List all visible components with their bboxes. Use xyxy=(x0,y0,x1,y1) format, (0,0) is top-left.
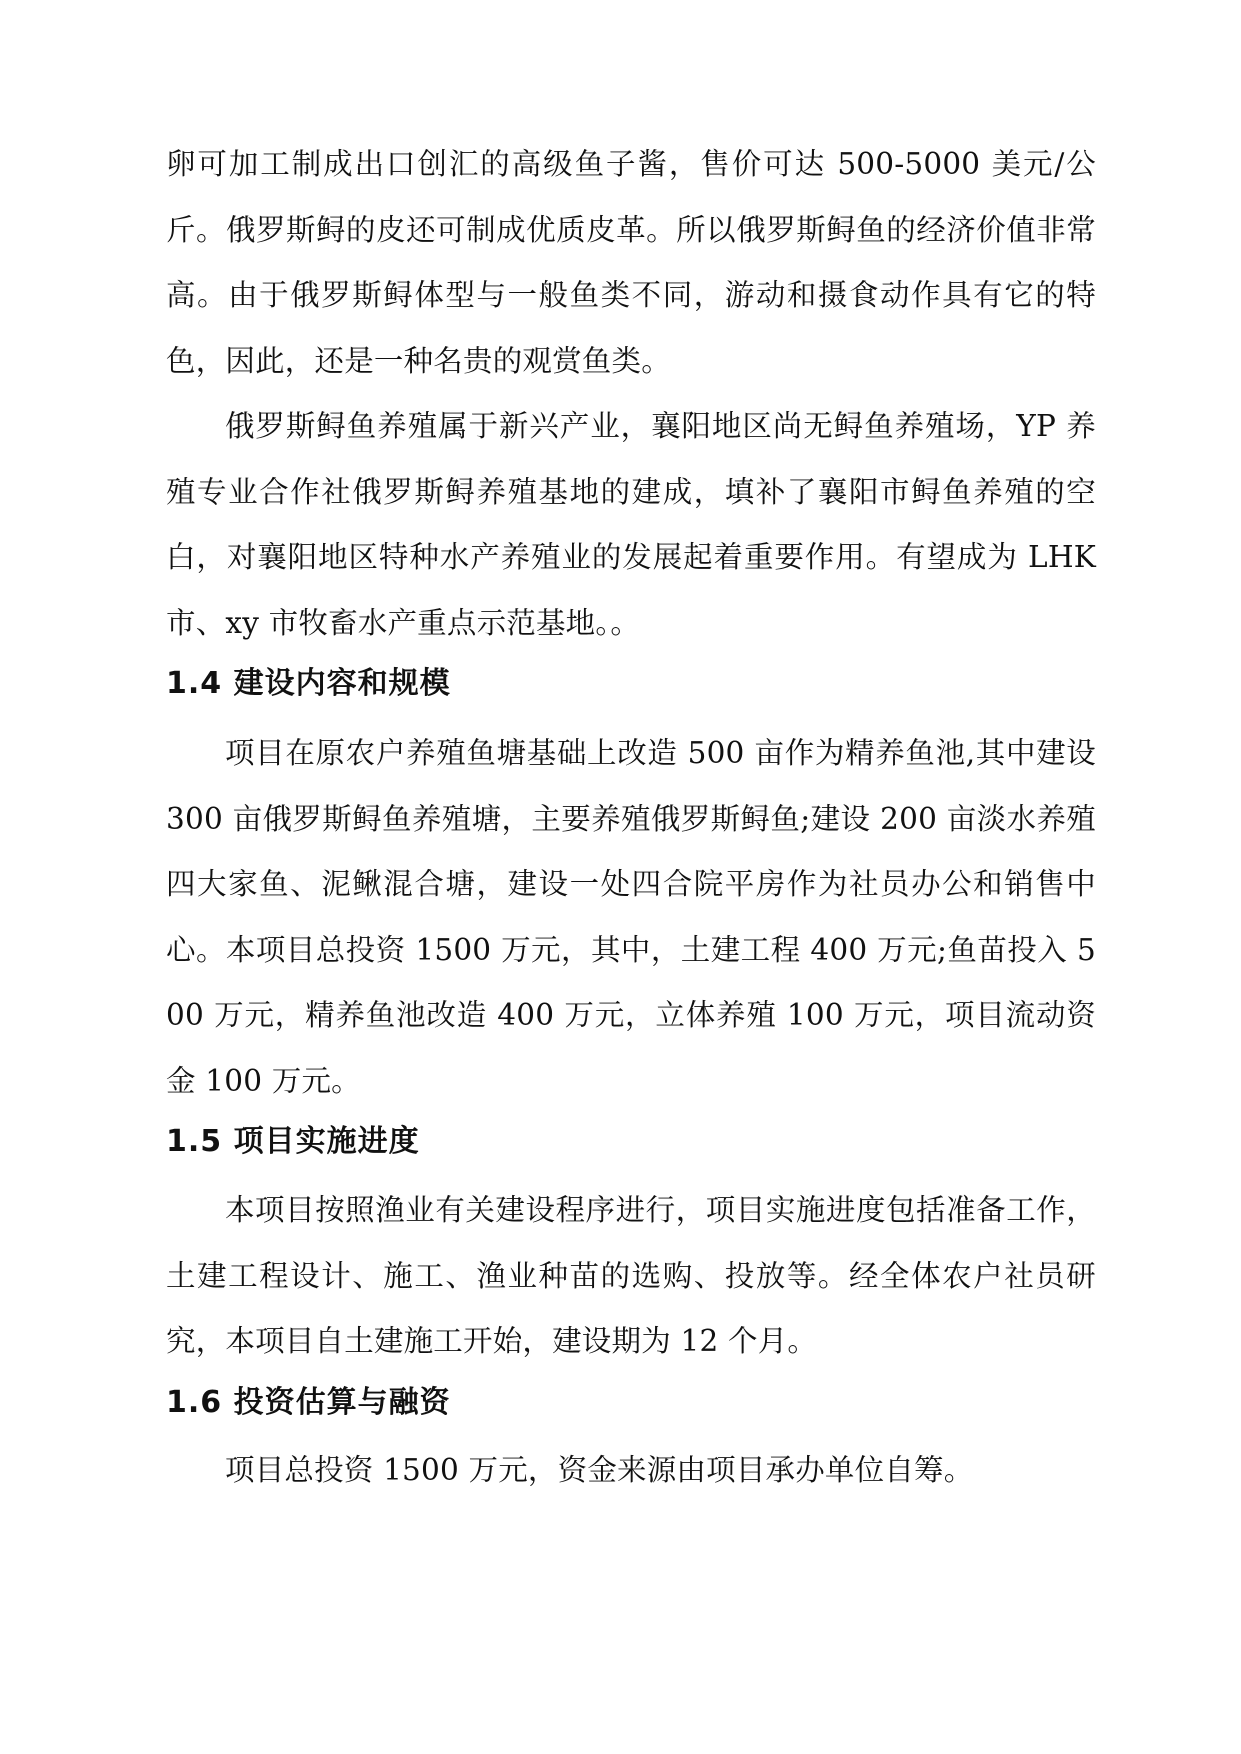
intro-paragraph: 卵可加工制成出口创汇的高级鱼子酱，售价可达 500-5000 美元/公斤。俄罗斯鲟的皮还可制成优质皮革。所以俄罗斯鲟鱼的经济价值非常高。由于俄罗斯鲟体型与一般鱼类不同，游动和摄食动作具有它的特色，因此，还是一种名贵的观赏鱼类。 xyxy=(166,147,1096,378)
section-heading-1-4: 1.4 建设内容和规模 xyxy=(166,666,451,701)
document-body xyxy=(166,132,1096,1503)
section-heading-1-6: 1.6 投资估算与融资 xyxy=(166,1384,451,1420)
section-heading-1-5: 1.5 项目实施进度 xyxy=(166,1124,420,1159)
section-body-1-4: 项目在原农户养殖鱼塘基础上改造 500 亩作为精养鱼池,其中建设 300 亩俄罗斯鲟鱼养殖塘，主要养殖俄罗斯鲟鱼;建设 200 亩淡水养殖四大家鱼、泥鳅混合塘，建设一处四合院平房作为社员办公和销售中心。本项目总投资 1500 万元，其中，土建工程 400 万元;鱼苗投入 500 万元，精养鱼池改造 400 万元，立体养殖 100 万元，项目流动资金 100 万元。 xyxy=(166,736,1096,1098)
paragraph-sturgeon-industry: 俄罗斯鲟鱼养殖属于新兴产业，襄阳地区尚无鲟鱼养殖场，YP 养殖专业合作社俄罗斯鲟养殖基地的建成，填补了襄阳市鲟鱼养殖的空白，对襄阳地区特种水产养殖业的发展起着重要作用。有望成为 LHK 市、xy 市牧畜水产重点示范基地。。 xyxy=(166,409,1096,640)
section-body-1-5: 本项目按照渔业有关建设程序进行，项目实施进度包括准备工作，土建工程设计、施工、渔业种苗的选购、投放等。经全体农户社员研究，本项目自土建施工开始，建设期为 12 个月。 xyxy=(166,1193,1096,1358)
section-body-1-6: 项目总投资 1500 万元，资金来源由项目承办单位自筹。 xyxy=(225,1452,974,1487)
